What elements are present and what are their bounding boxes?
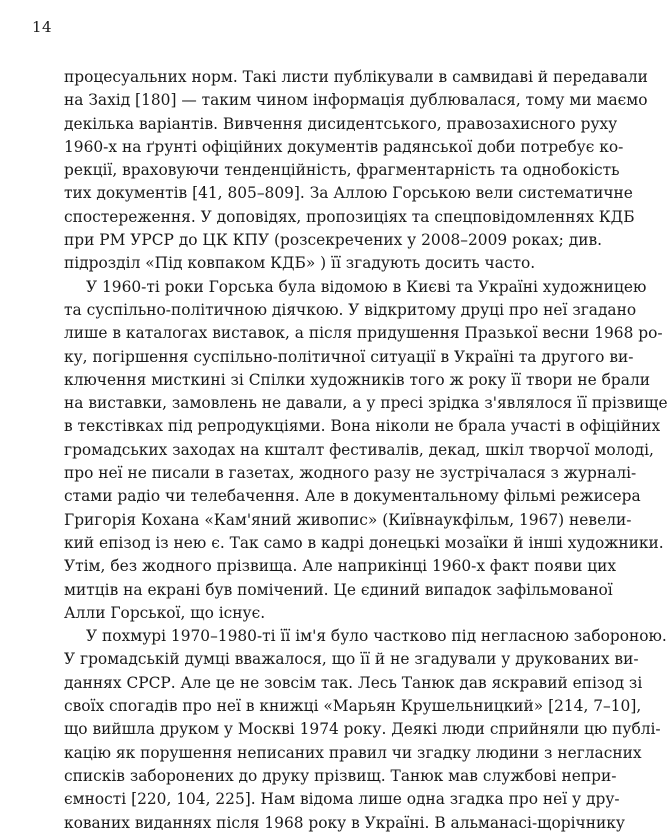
text-line: в текстівках під репродукціями. Вона ніколи не брала участі в офіційних [64, 417, 661, 436]
text-line: Алли Горської, що існує. [64, 603, 266, 622]
text-line: кий епізод із нею є. Так само в кадрі донецькі мозаїки й інші художники. [64, 533, 664, 552]
text-line: що вийшла друком у Москві 1974 року. Деякі люди сприйняли цю публі- [64, 720, 661, 739]
text-line: ку, погіршення суспільно-політичної ситуації в Україні та другого ви- [64, 347, 634, 366]
text-line: своїх спогадів про неї в книжці «Марьян Крушельницкий» [214, 7–10], [64, 697, 642, 716]
text-line: рекції, враховуючи тенденційність, фрагментарність та однобокість [64, 161, 620, 180]
text-line: про неї не писали в газетах, жодного разу не зустрічалася з журналі- [64, 464, 637, 483]
text-line: списків заборонених до друку прізвищ. Танюк мав службові непри- [64, 766, 617, 785]
paragraph [64, 625, 667, 835]
text-line: на Захід [180] — таким чином інформація дублювалася, тому ми маємо [64, 91, 648, 110]
paragraph [64, 276, 668, 625]
text-line: та суспільно-політичною діячкою. У відкритому друці про неї згадано [64, 300, 637, 319]
text-line: даннях СРСР. Але це не зовсім так. Лесь Танюк дав яскравий епізод зі [64, 673, 643, 692]
text-line: кацію як порушення неписаних правил чи згадку людини з негласних [64, 743, 642, 762]
text-line: ключення мисткині зі Спілки художників того ж року її твори не брали [64, 370, 650, 389]
text-line: митців на екрані був помічений. Це єдиний випадок зафільмованої [64, 580, 613, 599]
page-number: 14 [32, 18, 53, 36]
text-line: стами радіо чи телебачення. Але в документальному фільмі режисера [64, 487, 641, 506]
text-line: У 1960-ті роки Горська була відомою в Києві та Україні художницею [86, 277, 647, 296]
text-line: процесуальних норм. Такі листи публікували в самвидаві й передавали [64, 68, 648, 86]
text-line: підрозділ «Під ковпаком КДБ» ) її згадують досить часто. [64, 254, 536, 273]
text-line: декілька варіантів. Вивчення дисидентського, правозахисного руху [64, 114, 618, 133]
text-line: ємності [220, 104, 225]. Нам відома лише одна згадка про неї у дру- [64, 790, 620, 809]
text-line: 1960-х на ґрунті офіційних документів радянської доби потребує ко- [64, 137, 624, 156]
body-text [64, 66, 668, 835]
text-line: тих документів [41, 805–809]. За Аллою Горською вели систематичне [64, 184, 633, 203]
paragraph [64, 66, 648, 276]
text-line: Утім, без жодного прізвища. Але наприкінці 1960-х факт появи цих [64, 557, 617, 576]
text-line: кованих виданнях після 1968 року в Україні. В альманасі-щорічнику [64, 813, 625, 832]
text-line: при РМ УРСР до ЦК КПУ (розсекречених у 2008–2009 роках; див. [64, 231, 603, 250]
text-line: лише в каталогах виставок, а після придушення Празької весни 1968 ро- [64, 324, 663, 343]
text-line: спостереження. У доповідях, пропозиціях та спецповідомленнях КДБ [64, 207, 635, 226]
text-line: Григорія Кохана «Кам'яний живопис» (Київнаукфільм, 1967) невели- [64, 510, 632, 529]
text-line: громадських заходах на кшталт фестивалів, декад, шкіл творчої молоді, [64, 440, 654, 459]
text-line: У громадській думці вважалося, що її й не згадували у друкованих ви- [64, 650, 639, 669]
text-line: У похмурі 1970–1980-ті її ім'я було частково під негласною забороною. [86, 627, 667, 646]
text-line: на виставки, замовлень не давали, а у пресі зрідка з'являлося її прізвище [64, 394, 668, 413]
